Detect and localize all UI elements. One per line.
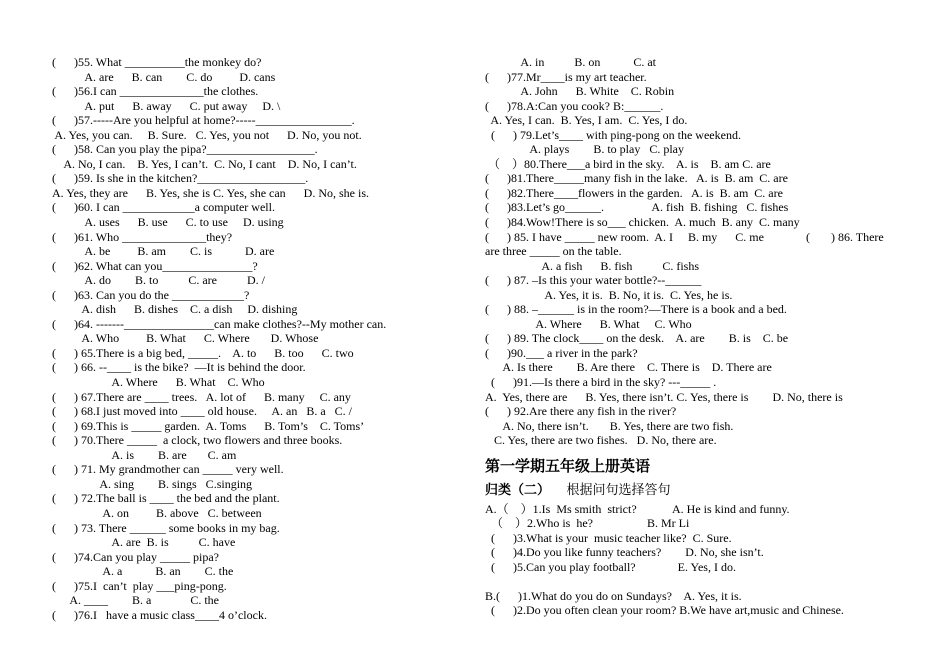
question-line: A. are B. is C. have [52,535,236,550]
question-line: ( )55. What __________the monkey do? [52,55,262,69]
question-line: A. John B. White C. Robin [485,84,675,99]
question-line: A. dish B. dishes C. a dish D. dishing [52,302,298,317]
question-line: A. be B. am C. is D. are [52,244,275,259]
question-line: A. Where B. What C. Who [52,375,265,390]
matching-line: ( )4.Do you like funny teachers? D. No, she isn’t. [485,545,764,560]
question-line: ( ) 71. My grandmother can _____ very well. [52,462,284,477]
question-line: A. Where B. What C. Who [485,316,692,331]
question-line: ( ) 66. --____ is the bike? —It is behind the door. [52,360,306,375]
question-line: ( ) 65.There is a big bed, _____. A. to B. too C. two [52,345,354,360]
question-line: ( )62. What can you_______________? [52,258,258,273]
question-line: ( ) 68.I just moved into ____ old house. A. an B. a C. / [52,404,352,419]
section-title: 第一学期五年级上册英语 [485,456,651,475]
question-line: A. plays B. to play C. play [485,142,684,157]
question-line: ( )90.___ a river in the park? [485,345,638,360]
section-subtitle-label: 归类（二） [485,482,551,498]
section-subtitle-text: 根据问句选择答句 [550,482,671,498]
question-line: ( )75.I can’t play ___ping-pong. [52,578,227,593]
question-line: ( )84.Wow!There is so___ chicken. A. much B. any C. many [485,215,800,230]
question-line: ( )78.A:Can you cook? B:______. [485,98,664,113]
spacer [485,575,905,589]
question-line: A. in B. on C. at [485,55,657,69]
question-line: C. Yes, there are two fishes. D. No, there are. [485,433,717,448]
question-line: ( )59. Is she in the kitchen?__________________. [52,171,309,186]
question-line: ( )63. Can you do the ____________? [52,287,250,302]
question-line: A. Yes, it is. B. No, it is. C. Yes, he is. [485,287,733,302]
question-line: ( ) 70.There _____ a clock, two flowers and three books. [52,433,343,448]
question-line: ( )64. -------_______________can make clothes?--My mother can. [52,316,387,331]
question-line: ( )60. I can ____________a computer well. [52,200,275,215]
question-line: ( )58. Can you play the pipa?__________________. [52,142,318,157]
question-line: A. Yes, you can. B. Sure. C. Yes, you not D. No, you not. [52,127,362,142]
question-line: ( ) 87. –Is this your water bottle?--______ [485,273,702,288]
question-line: A. ____ B. a C. the [52,593,219,608]
question-line: A. No, I can. B. Yes, I can’t. C. No, I cant D. No, I can’t. [52,156,357,171]
question-line: A. on B. above C. between [52,505,262,520]
matching-line: A.（ ）1.Is Ms smith strict? A. He is kind and funny. [485,501,790,516]
question-line: ( )61. Who ______________they? [52,229,233,244]
right-column [485,55,905,618]
question-line: A. No, there isn’t. B. Yes, there are two fish. [485,418,734,433]
question-line: ( ) 89. The clock____ on the desk. A. are B. is C. be [485,331,789,346]
question-line: A. do B. to C. are D. / [52,273,265,288]
question-line: ( )83.Let’s go______. A. fish B. fishing C. fishes [485,200,789,215]
question-line: A. Is there B. Are there C. There is D. There are [485,360,772,375]
matching-line: ( )2.Do you often clean your room? B.We have art,music and Chinese. [485,603,844,618]
question-line: ( )82.There____flowers in the garden. A. is B. am C. are [485,185,783,200]
question-line: A. a fish B. fish C. fishs [485,258,700,273]
question-line: ( ) 72.The ball is ____ the bed and the plant. [52,491,280,506]
matching-line: ( )5.Can you play football? E. Yes, I do. [485,559,736,574]
matching-line: B.( )1.What do you do on Sundays? A. Yes, it is. [485,588,742,603]
question-line: ( )77.Mr____is my art teacher. [485,69,647,84]
question-line: ( ) 85. I have _____ new room. A. I B. my C. me ( ) 86. There [485,229,884,244]
question-line: A. uses B. use C. to use D. using [52,215,284,230]
question-line: ( ) 67.There are ____ trees. A. lot of B. many C. any [52,389,351,404]
question-line: A. Yes, there are B. Yes, there isn’t. C. Yes, there is D. No, there is [485,389,843,404]
question-line: ( )76.I have a music class____4 o’clock. [52,607,267,622]
question-line: A. a B. an C. the [52,564,234,579]
question-line: A. are B. can C. do D. cans [52,69,276,84]
matching-line: ( )3.What is your music teacher like? C. Sure. [485,530,732,545]
question-line: ( ) 73. There ______ some books in my bag. [52,520,280,535]
question-line: A. put B. away C. put away D. \ [52,98,281,113]
question-line: ( ) 88. –______ is in the room?—There is a book and a bed. [485,302,787,317]
question-line: ( )56.I can ______________the clothes. [52,84,259,99]
question-line: are three _____ on the table. [485,244,622,259]
question-line: A. is B. are C. am [52,447,237,462]
question-line: ( )91.—Is there a bird in the sky? ---_____ . [485,375,717,390]
section-subtitle [485,480,905,502]
matching-line: （ ）2.Who is he? B. Mr Li [485,516,690,531]
question-line: ( )74.Can you play _____ pipa? [52,549,219,564]
question-line: ( )57.-----Are you helpful at home?-----________________. [52,113,355,128]
question-line: ( ) 69.This is _____ garden. A. Toms B. Tom’s C. Toms’ [52,418,365,433]
question-line: ( ) 92.Are there any fish in the river? [485,404,677,419]
question-line: （ ）80.There___a bird in the sky. A. is B. am C. are [485,156,771,171]
question-line: A. sing B. sings C.singing [52,476,253,491]
question-line: ( )81.There_____many fish in the lake. A. is B. am C. are [485,171,788,186]
question-line: A. Yes, I can. B. Yes, I am. C. Yes, I do. [485,113,688,128]
left-column [52,55,472,622]
question-line: ( ) 79.Let’s____ with ping-pong on the weekend. [485,127,741,142]
question-line: A. Who B. What C. Where D. Whose [52,331,319,346]
question-line: A. Yes, they are B. Yes, she is C. Yes, she can D. No, she is. [52,185,370,200]
